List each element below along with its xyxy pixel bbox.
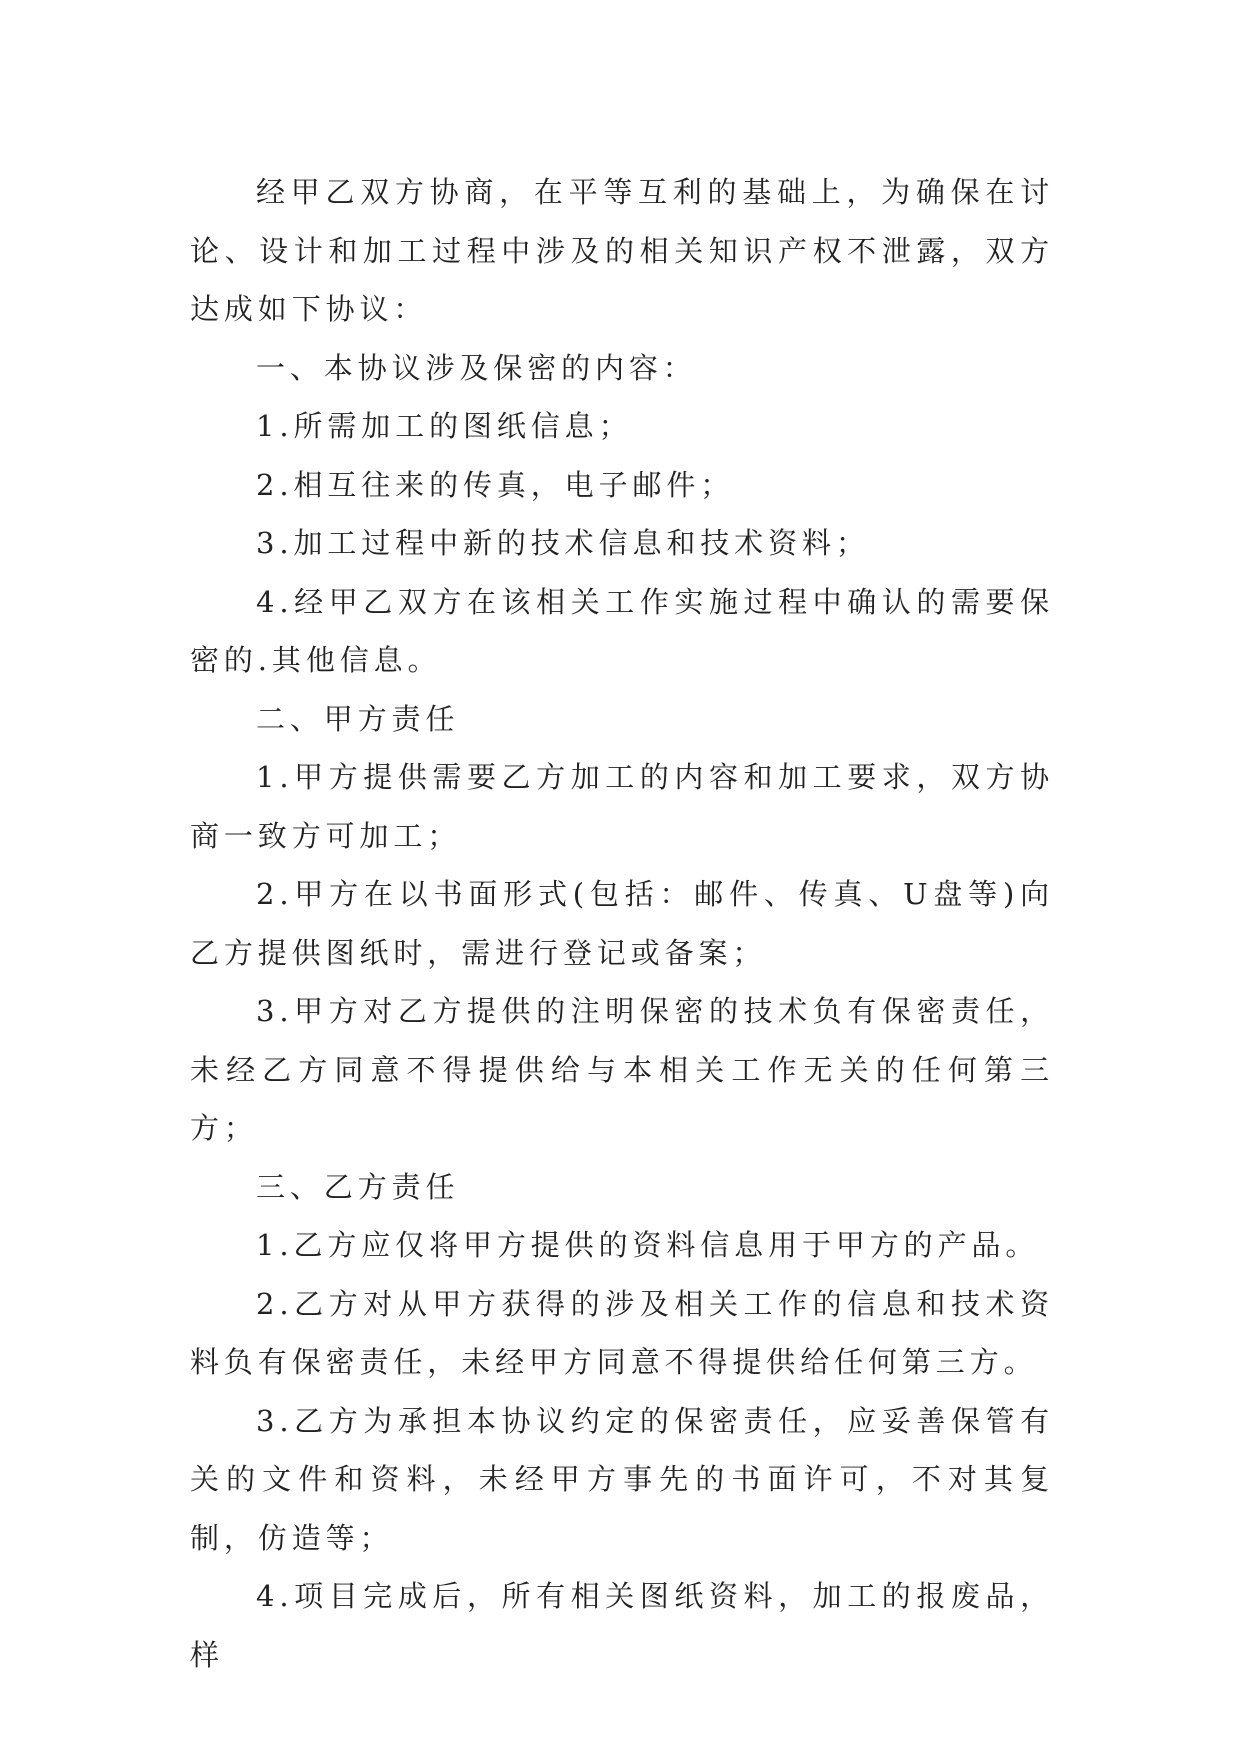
list-item: 2.甲方在以书面形式(包括：邮件、传真、U盘等)向乙方提供图纸时，需进行登记或备案； bbox=[190, 877, 1054, 970]
list-item: 1.乙方应仅将甲方提供的资料信息用于甲方的产品。 bbox=[256, 1228, 1040, 1262]
document-body bbox=[190, 163, 1054, 1684]
section-heading-1: 一、本协议涉及保密的内容： bbox=[256, 350, 697, 385]
paragraph-intro: 经甲乙双方协商，在平等互利的基础上，为确保在讨论、设计和加工过程中涉及的相关知识产权不泄露，双方达成如下协议： bbox=[190, 175, 1054, 326]
list-item: 4.项目完成后，所有相关图纸资料，加工的报废品，样 bbox=[190, 1579, 1054, 1672]
list-item: 1.所需加工的图纸信息； bbox=[256, 409, 633, 443]
list-item: 3.加工过程中新的技术信息和技术资料； bbox=[256, 526, 870, 560]
section-heading-2: 二、甲方责任 bbox=[256, 701, 460, 736]
list-item: 3.甲方对乙方提供的注明保密的技术负有保密责任，未经乙方同意不得提供给与本相关工作无关的任何第三方； bbox=[190, 994, 1054, 1145]
list-item: 3.乙方为承担本协议约定的保密责任，应妥善保管有关的文件和资料，未经甲方事先的书面许可，不对其复制，仿造等； bbox=[190, 1403, 1054, 1555]
section-heading-3: 三、乙方责任 bbox=[256, 1169, 460, 1204]
list-item: 4.经甲乙双方在该相关工作实施过程中确认的需要保密的.其他信息。 bbox=[190, 584, 1054, 677]
list-item: 2.乙方对从甲方获得的涉及相关工作的信息和技术资料负有保密责任，未经甲方同意不得提供给任何第三方。 bbox=[190, 1286, 1054, 1379]
list-item: 2.相互往来的传真，电子邮件； bbox=[256, 467, 735, 502]
list-item: 1.甲方提供需要乙方加工的内容和加工要求，双方协商一致方可加工； bbox=[190, 760, 1054, 853]
